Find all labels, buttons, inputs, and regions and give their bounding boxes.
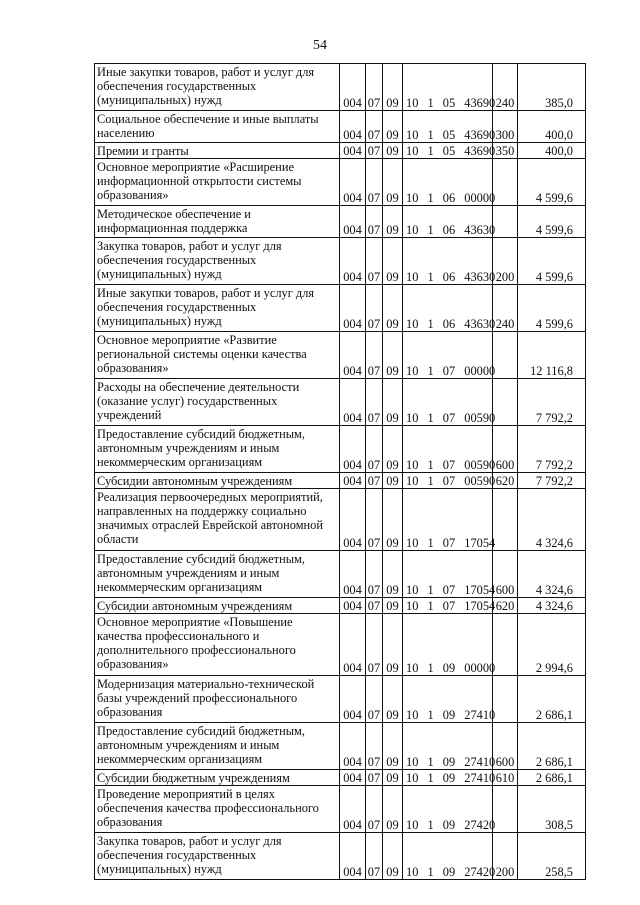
row-cs-cell: 10 1 07 17054	[403, 489, 493, 551]
row-pr-cell: 09	[383, 676, 403, 723]
row-sum-cell: 2 686,1	[518, 770, 586, 786]
row-vr-cell	[493, 332, 518, 379]
row-sum-cell: 2 686,1	[518, 723, 586, 770]
row-pr-cell: 09	[383, 64, 403, 111]
row-sum-cell: 12 116,8	[518, 332, 586, 379]
row-sum-cell: 7 792,2	[518, 473, 586, 489]
row-name-cell: Реализация первоочередных мероприятий, направленных на поддержку социально значимых отраслей Еврейской автономной области	[95, 489, 340, 551]
row-rz-cell: 07	[366, 676, 383, 723]
row-name-cell: Основное мероприятие «Развитие региональной системы оценки качества образования»	[95, 332, 340, 379]
row-rz-cell: 07	[366, 332, 383, 379]
row-rz-cell: 07	[366, 64, 383, 111]
row-vr-cell: 240	[493, 285, 518, 332]
row-sum-cell: 7 792,2	[518, 379, 586, 426]
row-ved-cell: 004	[340, 786, 366, 833]
table-row	[95, 598, 586, 614]
row-sum-cell: 400,0	[518, 111, 586, 143]
row-rz-cell: 07	[366, 206, 383, 238]
row-vr-cell: 620	[493, 598, 518, 614]
row-cs-cell: 10 1 09 27410	[403, 676, 493, 723]
table-row	[95, 426, 586, 473]
row-pr-cell: 09	[383, 143, 403, 159]
row-rz-cell: 07	[366, 285, 383, 332]
row-rz-cell: 07	[366, 786, 383, 833]
row-vr-cell	[493, 379, 518, 426]
row-pr-cell: 09	[383, 159, 403, 206]
row-name-cell: Социальное обеспечение и иные выплаты населению	[95, 111, 340, 143]
row-ved-cell: 004	[340, 332, 366, 379]
table-row	[95, 473, 586, 489]
row-sum-cell: 4 324,6	[518, 598, 586, 614]
row-rz-cell: 07	[366, 833, 383, 880]
row-vr-cell	[493, 489, 518, 551]
row-name-cell: Иные закупки товаров, работ и услуг для обеспечения государственных (муниципальных) нужд	[95, 285, 340, 332]
row-name-cell: Проведение мероприятий в целях обеспечения качества профессионального образования	[95, 786, 340, 833]
row-sum-cell: 4 599,6	[518, 238, 586, 285]
row-ved-cell: 004	[340, 833, 366, 880]
row-cs-cell: 10 1 06 43630	[403, 238, 493, 285]
row-cs-cell: 10 1 07 00590	[403, 473, 493, 489]
row-cs-cell: 10 1 05 43690	[403, 143, 493, 159]
row-ved-cell: 004	[340, 489, 366, 551]
row-vr-cell: 600	[493, 551, 518, 598]
row-vr-cell: 600	[493, 723, 518, 770]
row-vr-cell: 350	[493, 143, 518, 159]
row-vr-cell: 300	[493, 111, 518, 143]
row-cs-cell: 10 1 09 00000	[403, 614, 493, 676]
row-vr-cell	[493, 614, 518, 676]
row-rz-cell: 07	[366, 159, 383, 206]
row-cs-cell: 10 1 05 43690	[403, 111, 493, 143]
row-pr-cell: 09	[383, 238, 403, 285]
row-rz-cell: 07	[366, 238, 383, 285]
row-name-cell: Предоставление субсидий бюджетным, автономным учреждениям и иным некоммерческим организациям	[95, 426, 340, 473]
row-ved-cell: 004	[340, 551, 366, 598]
row-cs-cell: 10 1 07 17054	[403, 551, 493, 598]
row-rz-cell: 07	[366, 489, 383, 551]
row-cs-cell: 10 1 06 43630	[403, 206, 493, 238]
row-pr-cell: 09	[383, 598, 403, 614]
row-pr-cell: 09	[383, 285, 403, 332]
row-rz-cell: 07	[366, 614, 383, 676]
table-row	[95, 676, 586, 723]
row-vr-cell: 200	[493, 238, 518, 285]
row-pr-cell: 09	[383, 111, 403, 143]
row-vr-cell	[493, 159, 518, 206]
row-name-cell: Субсидии автономным учреждениям	[95, 473, 340, 489]
row-vr-cell: 240	[493, 64, 518, 111]
row-name-cell: Предоставление субсидий бюджетным, автономным учреждениям и иным некоммерческим организациям	[95, 723, 340, 770]
table-row	[95, 332, 586, 379]
row-cs-cell: 10 1 06 00000	[403, 159, 493, 206]
row-rz-cell: 07	[366, 473, 383, 489]
row-pr-cell: 09	[383, 786, 403, 833]
row-ved-cell: 004	[340, 473, 366, 489]
row-cs-cell: 10 1 09 27410	[403, 770, 493, 786]
table-row	[95, 614, 586, 676]
row-name-cell: Иные закупки товаров, работ и услуг для обеспечения государственных (муниципальных) нужд	[95, 64, 340, 111]
row-sum-cell: 258,5	[518, 833, 586, 880]
row-vr-cell: 620	[493, 473, 518, 489]
row-ved-cell: 004	[340, 285, 366, 332]
table-row	[95, 379, 586, 426]
row-cs-cell: 10 1 09 27420	[403, 786, 493, 833]
row-pr-cell: 09	[383, 551, 403, 598]
row-pr-cell: 09	[383, 833, 403, 880]
row-cs-cell: 10 1 07 00000	[403, 332, 493, 379]
row-rz-cell: 07	[366, 379, 383, 426]
row-name-cell: Основное мероприятие «Повышение качества профессионального и дополнительного профессионального образования»	[95, 614, 340, 676]
row-cs-cell: 10 1 05 43690	[403, 64, 493, 111]
row-sum-cell: 400,0	[518, 143, 586, 159]
row-rz-cell: 07	[366, 111, 383, 143]
table-row	[95, 285, 586, 332]
row-sum-cell: 4 324,6	[518, 489, 586, 551]
row-ved-cell: 004	[340, 64, 366, 111]
row-pr-cell: 09	[383, 206, 403, 238]
row-name-cell: Методическое обеспечение и информационная поддержка	[95, 206, 340, 238]
table-row	[95, 551, 586, 598]
row-sum-cell: 385,0	[518, 64, 586, 111]
row-rz-cell: 07	[366, 723, 383, 770]
row-vr-cell: 610	[493, 770, 518, 786]
table-row	[95, 238, 586, 285]
table-row	[95, 143, 586, 159]
row-pr-cell: 09	[383, 489, 403, 551]
row-pr-cell: 09	[383, 770, 403, 786]
row-ved-cell: 004	[340, 598, 366, 614]
row-vr-cell: 600	[493, 426, 518, 473]
row-ved-cell: 004	[340, 206, 366, 238]
table-row	[95, 206, 586, 238]
row-cs-cell: 10 1 07 17054	[403, 598, 493, 614]
table-row	[95, 786, 586, 833]
table-row	[95, 159, 586, 206]
row-cs-cell: 10 1 07 00590	[403, 379, 493, 426]
row-rz-cell: 07	[366, 143, 383, 159]
row-name-cell: Субсидии бюджетным учреждениям	[95, 770, 340, 786]
row-vr-cell	[493, 786, 518, 833]
row-sum-cell: 4 599,6	[518, 159, 586, 206]
row-cs-cell: 10 1 07 00590	[403, 426, 493, 473]
row-rz-cell: 07	[366, 598, 383, 614]
row-sum-cell: 2 686,1	[518, 676, 586, 723]
row-rz-cell: 07	[366, 426, 383, 473]
row-name-cell: Предоставление субсидий бюджетным, автономным учреждениям и иным некоммерческим организациям	[95, 551, 340, 598]
row-sum-cell: 4 324,6	[518, 551, 586, 598]
row-pr-cell: 09	[383, 614, 403, 676]
table-row	[95, 64, 586, 111]
row-ved-cell: 004	[340, 614, 366, 676]
row-ved-cell: 004	[340, 238, 366, 285]
budget-table	[94, 63, 586, 880]
row-ved-cell: 004	[340, 379, 366, 426]
row-ved-cell: 004	[340, 111, 366, 143]
row-name-cell: Основное мероприятие «Расширение информационной открытости системы образования»	[95, 159, 340, 206]
row-cs-cell: 10 1 09 27420	[403, 833, 493, 880]
row-pr-cell: 09	[383, 426, 403, 473]
table-row	[95, 770, 586, 786]
row-ved-cell: 004	[340, 676, 366, 723]
row-name-cell: Премии и гранты	[95, 143, 340, 159]
row-ved-cell: 004	[340, 723, 366, 770]
row-pr-cell: 09	[383, 379, 403, 426]
row-name-cell: Субсидии автономным учреждениям	[95, 598, 340, 614]
row-vr-cell: 200	[493, 833, 518, 880]
row-sum-cell: 4 599,6	[518, 285, 586, 332]
budget-table-body	[95, 64, 586, 880]
table-row	[95, 489, 586, 551]
row-name-cell: Расходы на обеспечение деятельности (оказание услуг) государственных учреждений	[95, 379, 340, 426]
row-name-cell: Модернизация материально-технической базы учреждений профессионального образования	[95, 676, 340, 723]
row-sum-cell: 4 599,6	[518, 206, 586, 238]
page-number: 54	[313, 38, 327, 53]
row-ved-cell: 004	[340, 426, 366, 473]
row-cs-cell: 10 1 06 43630	[403, 285, 493, 332]
row-sum-cell: 308,5	[518, 786, 586, 833]
row-ved-cell: 004	[340, 159, 366, 206]
row-ved-cell: 004	[340, 143, 366, 159]
row-rz-cell: 07	[366, 551, 383, 598]
row-rz-cell: 07	[366, 770, 383, 786]
row-sum-cell: 7 792,2	[518, 426, 586, 473]
table-row	[95, 111, 586, 143]
row-sum-cell: 2 994,6	[518, 614, 586, 676]
row-cs-cell: 10 1 09 27410	[403, 723, 493, 770]
row-name-cell: Закупка товаров, работ и услуг для обеспечения государственных (муниципальных) нужд	[95, 238, 340, 285]
row-vr-cell	[493, 206, 518, 238]
row-pr-cell: 09	[383, 473, 403, 489]
row-vr-cell	[493, 676, 518, 723]
row-pr-cell: 09	[383, 332, 403, 379]
table-row	[95, 833, 586, 880]
row-name-cell: Закупка товаров, работ и услуг для обеспечения государственных (муниципальных) нужд	[95, 833, 340, 880]
row-pr-cell: 09	[383, 723, 403, 770]
row-ved-cell: 004	[340, 770, 366, 786]
table-row	[95, 723, 586, 770]
